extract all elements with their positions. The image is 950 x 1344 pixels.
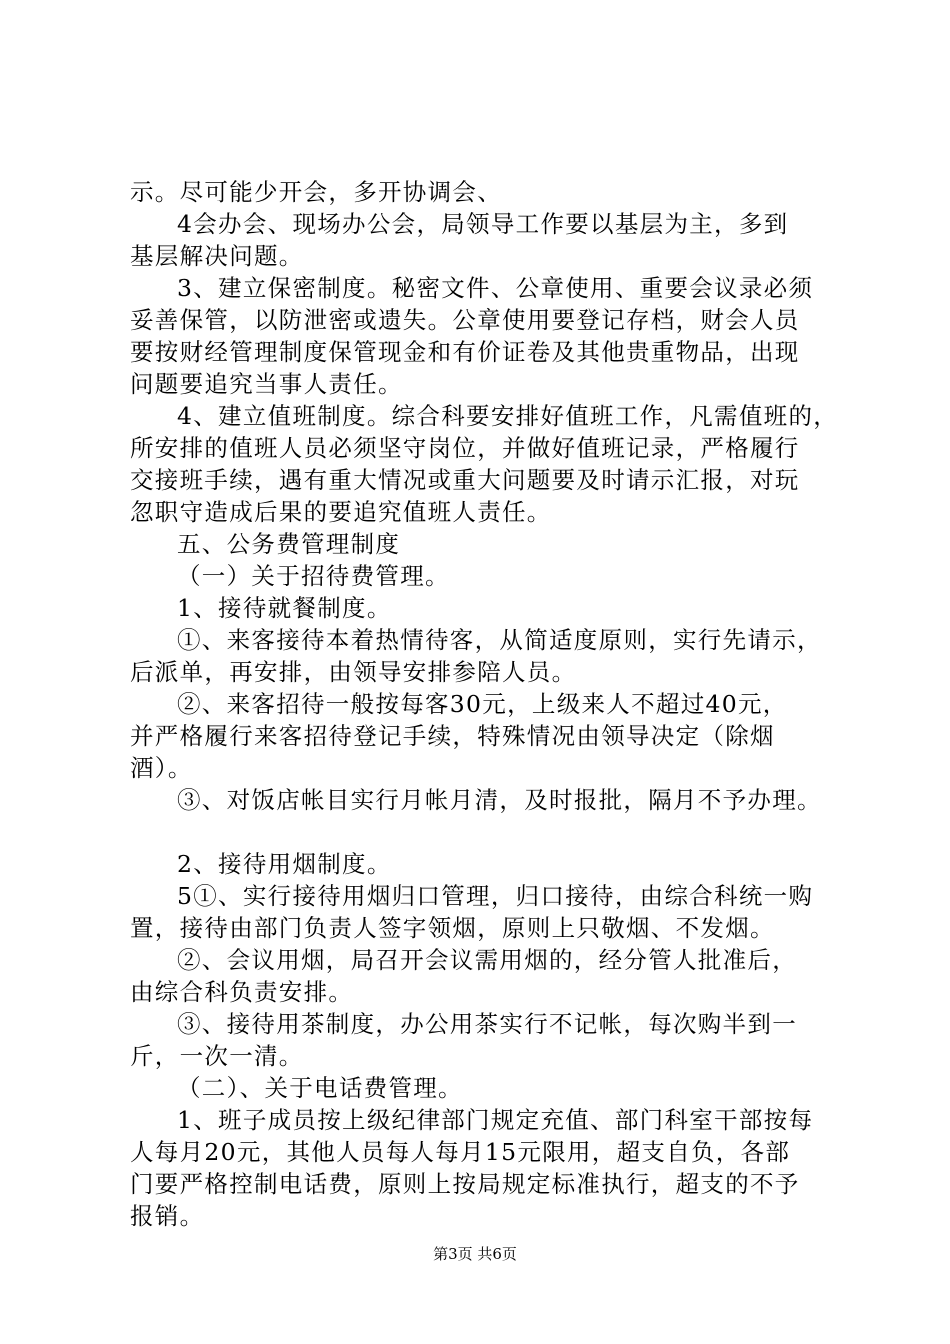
text-line: 要按财经管理制度保管现金和有价证卷及其他贵重物品，出现 xyxy=(130,338,800,366)
text-line: 人每月20元，其他人员每人每月15元限用，超支自负，各部 xyxy=(130,1138,791,1166)
text-line: 4、建立值班制度。综合科要安排好值班工作，凡需值班的， xyxy=(177,402,839,430)
subsection-heading: （一）关于招待费管理。 xyxy=(177,562,450,590)
text-line: 后派单，再安排，由领导安排参陪人员。 xyxy=(130,658,577,686)
text-line: ①、来客接待本着热情待客，从简适度原则，实行先请示， xyxy=(177,626,822,654)
page-number-footer: 第3页 共6页 xyxy=(433,1245,517,1263)
text-line: 问题要追究当事人责任。 xyxy=(130,370,403,398)
text-line: 5①、实行接待用烟归口管理，归口接待，由综合科统一购 xyxy=(177,882,814,910)
text-line: 并严格履行来客招待登记手续，特殊情况由领导决定（除烟 xyxy=(130,722,775,750)
text-line: 斤，一次一清。 xyxy=(130,1042,304,1070)
text-line: 1、班子成员按上级纪律部门规定充值、部门科室干部按每 xyxy=(177,1106,814,1134)
text-line: 示。尽可能少开会，多开协调会、 xyxy=(130,178,502,206)
text-line: ②、来客招待一般按每客30元，上级来人不超过40元， xyxy=(177,690,788,718)
text-line: 所安排的值班人员必须坚守岗位，并做好值班记录，严格履行 xyxy=(130,434,800,462)
text-line: 4会办会、现场办公会，局领导工作要以基层为主，多到 xyxy=(177,210,789,238)
subsection-heading: （二）、关于电话费管理。 xyxy=(177,1074,463,1102)
text-line: 基层解决问题。 xyxy=(130,242,304,270)
text-line: 由综合科负责安排。 xyxy=(130,978,354,1006)
text-line: 2、接待用烟制度。 xyxy=(177,850,392,878)
text-line: ③、对饭店帐目实行月帐月清，及时报批，隔月不予办理。 xyxy=(177,786,822,814)
text-line: 置，接待由部门负责人签字领烟，原则上只敬烟、不发烟。 xyxy=(130,914,775,942)
text-line: 交接班手续，遇有重大情况或重大问题要及时请示汇报，对玩 xyxy=(130,466,800,494)
text-line: 门要严格控制电话费，原则上按局规定标准执行，超支的不予 xyxy=(130,1170,800,1198)
text-line: 报销。 xyxy=(130,1202,205,1230)
text-line: 1、接待就餐制度。 xyxy=(177,594,392,622)
section-heading: 五、公务费管理制度 xyxy=(177,530,401,558)
text-line: 酒）。 xyxy=(130,754,193,782)
document-body xyxy=(130,176,850,1232)
text-line: ②、会议用烟，局召开会议需用烟的，经分管人批准后， xyxy=(177,946,797,974)
text-line: 3、建立保密制度。秘密文件、公章使用、重要会议录必须 xyxy=(177,274,814,302)
blank-line xyxy=(130,816,850,848)
text-line: 忽职守造成后果的要追究值班人责任。 xyxy=(130,498,552,526)
text-line: ③、接待用茶制度，办公用茶实行不记帐，每次购半到一 xyxy=(177,1010,797,1038)
text-line: 妥善保管，以防泄密或遗失。公章使用要登记存档，财会人员 xyxy=(130,306,800,334)
